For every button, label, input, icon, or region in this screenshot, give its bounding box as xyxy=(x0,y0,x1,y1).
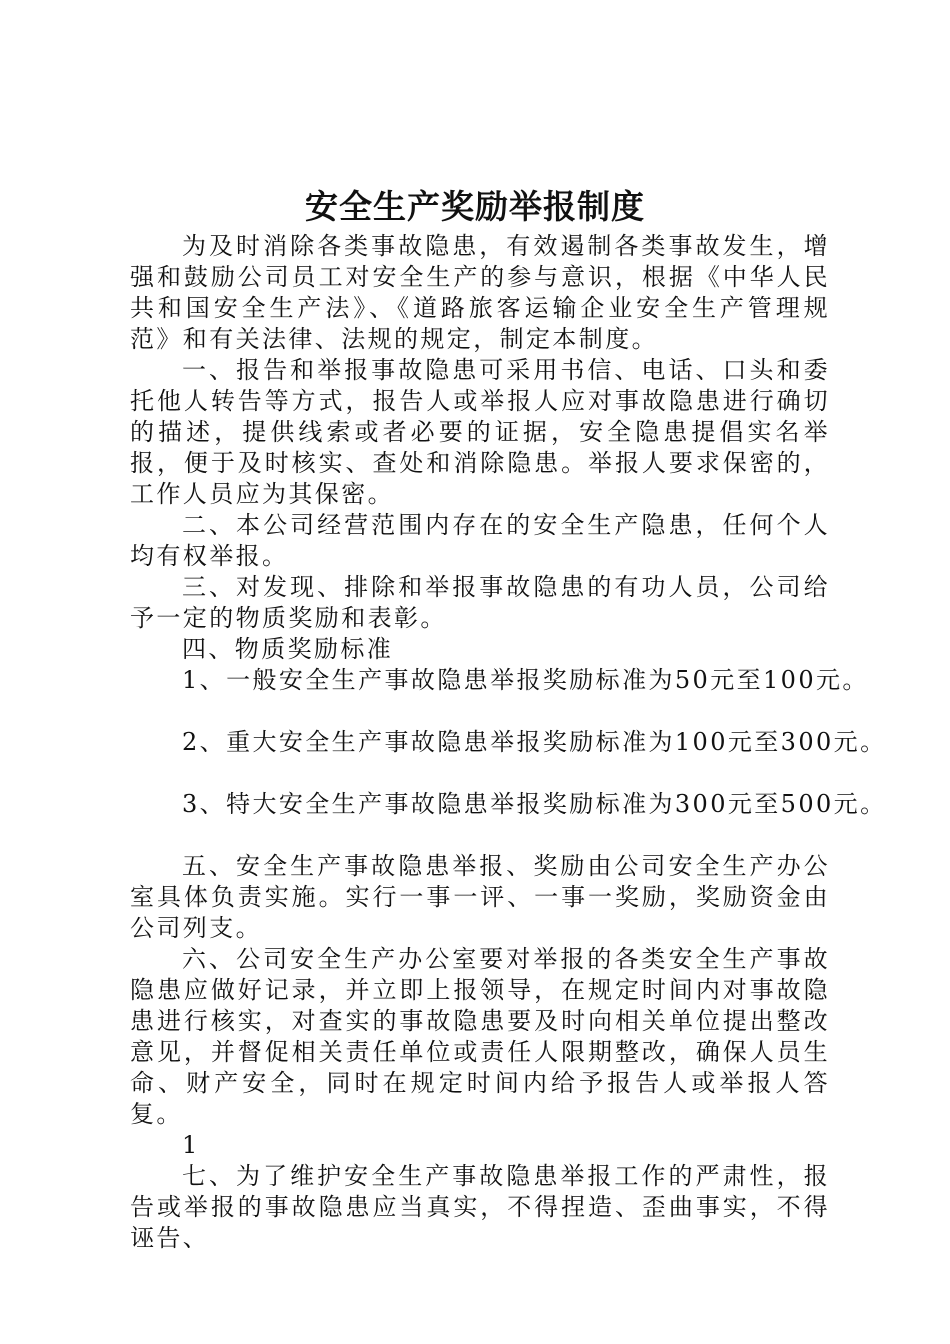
intro-paragraph: 为及时消除各类事故隐患，有效遏制各类事故发生，增强和鼓励公司员工对安全生产的参与意识，根据《中华人民共和国安全生产法》、《道路旅客运输企业安全生产管理规范》和有关法律、法规的规定，制定本制度。 xyxy=(130,232,830,353)
page-number: 1 xyxy=(182,1131,198,1159)
section-5-paragraph: 五、安全生产事故隐患举报、奖励由公司安全生产办公室具体负责实施。实行一事一评、一事一奖励，奖励资金由公司列支。 xyxy=(130,852,830,942)
section-4-heading: 四、物质奖励标准 xyxy=(182,635,394,663)
section-3-paragraph: 三、对发现、排除和举报事故隐患的有功人员，公司给予一定的物质奖励和表彰。 xyxy=(130,573,830,632)
reward-item-3: 3、特大安全生产事故隐患举报奖励标准为300元至500元。 xyxy=(182,790,887,818)
reward-item-2: 2、重大安全生产事故隐患举报奖励标准为100元至300元。 xyxy=(182,728,887,756)
section-2-paragraph: 二、本公司经营范围内存在的安全生产隐患，任何个人均有权举报。 xyxy=(130,511,830,570)
section-1-paragraph: 一、报告和举报事故隐患可采用书信、电话、口头和委托他人转告等方式，报告人或举报人应对事故隐患进行确切的描述，提供线索或者必要的证据，安全隐患提倡实名举报，便于及时核实、查处和消除隐患。举报人要求保密的，工作人员应为其保密。 xyxy=(130,356,830,508)
document-title: 安全生产奖励举报制度 xyxy=(305,187,645,226)
section-7-paragraph: 七、为了维护安全生产事故隐患举报工作的严肃性，报告或举报的事故隐患应当真实，不得捏造、歪曲事实，不得诬告、 xyxy=(130,1162,830,1252)
reward-item-1: 1、一般安全生产事故隐患举报奖励标准为50元至100元。 xyxy=(182,666,869,694)
document-body xyxy=(130,231,887,1254)
section-6-paragraph: 六、公司安全生产办公室要对举报的各类安全生产事故隐患应做好记录，并立即上报领导，在规定时间内对事故隐患进行核实，对查实的事故隐患要及时向相关单位提出整改意见，并督促相关责任单位或责任人限期整改，确保人员生命、财产安全，同时在规定时间内给予报告人或举报人答复。 xyxy=(130,945,830,1128)
